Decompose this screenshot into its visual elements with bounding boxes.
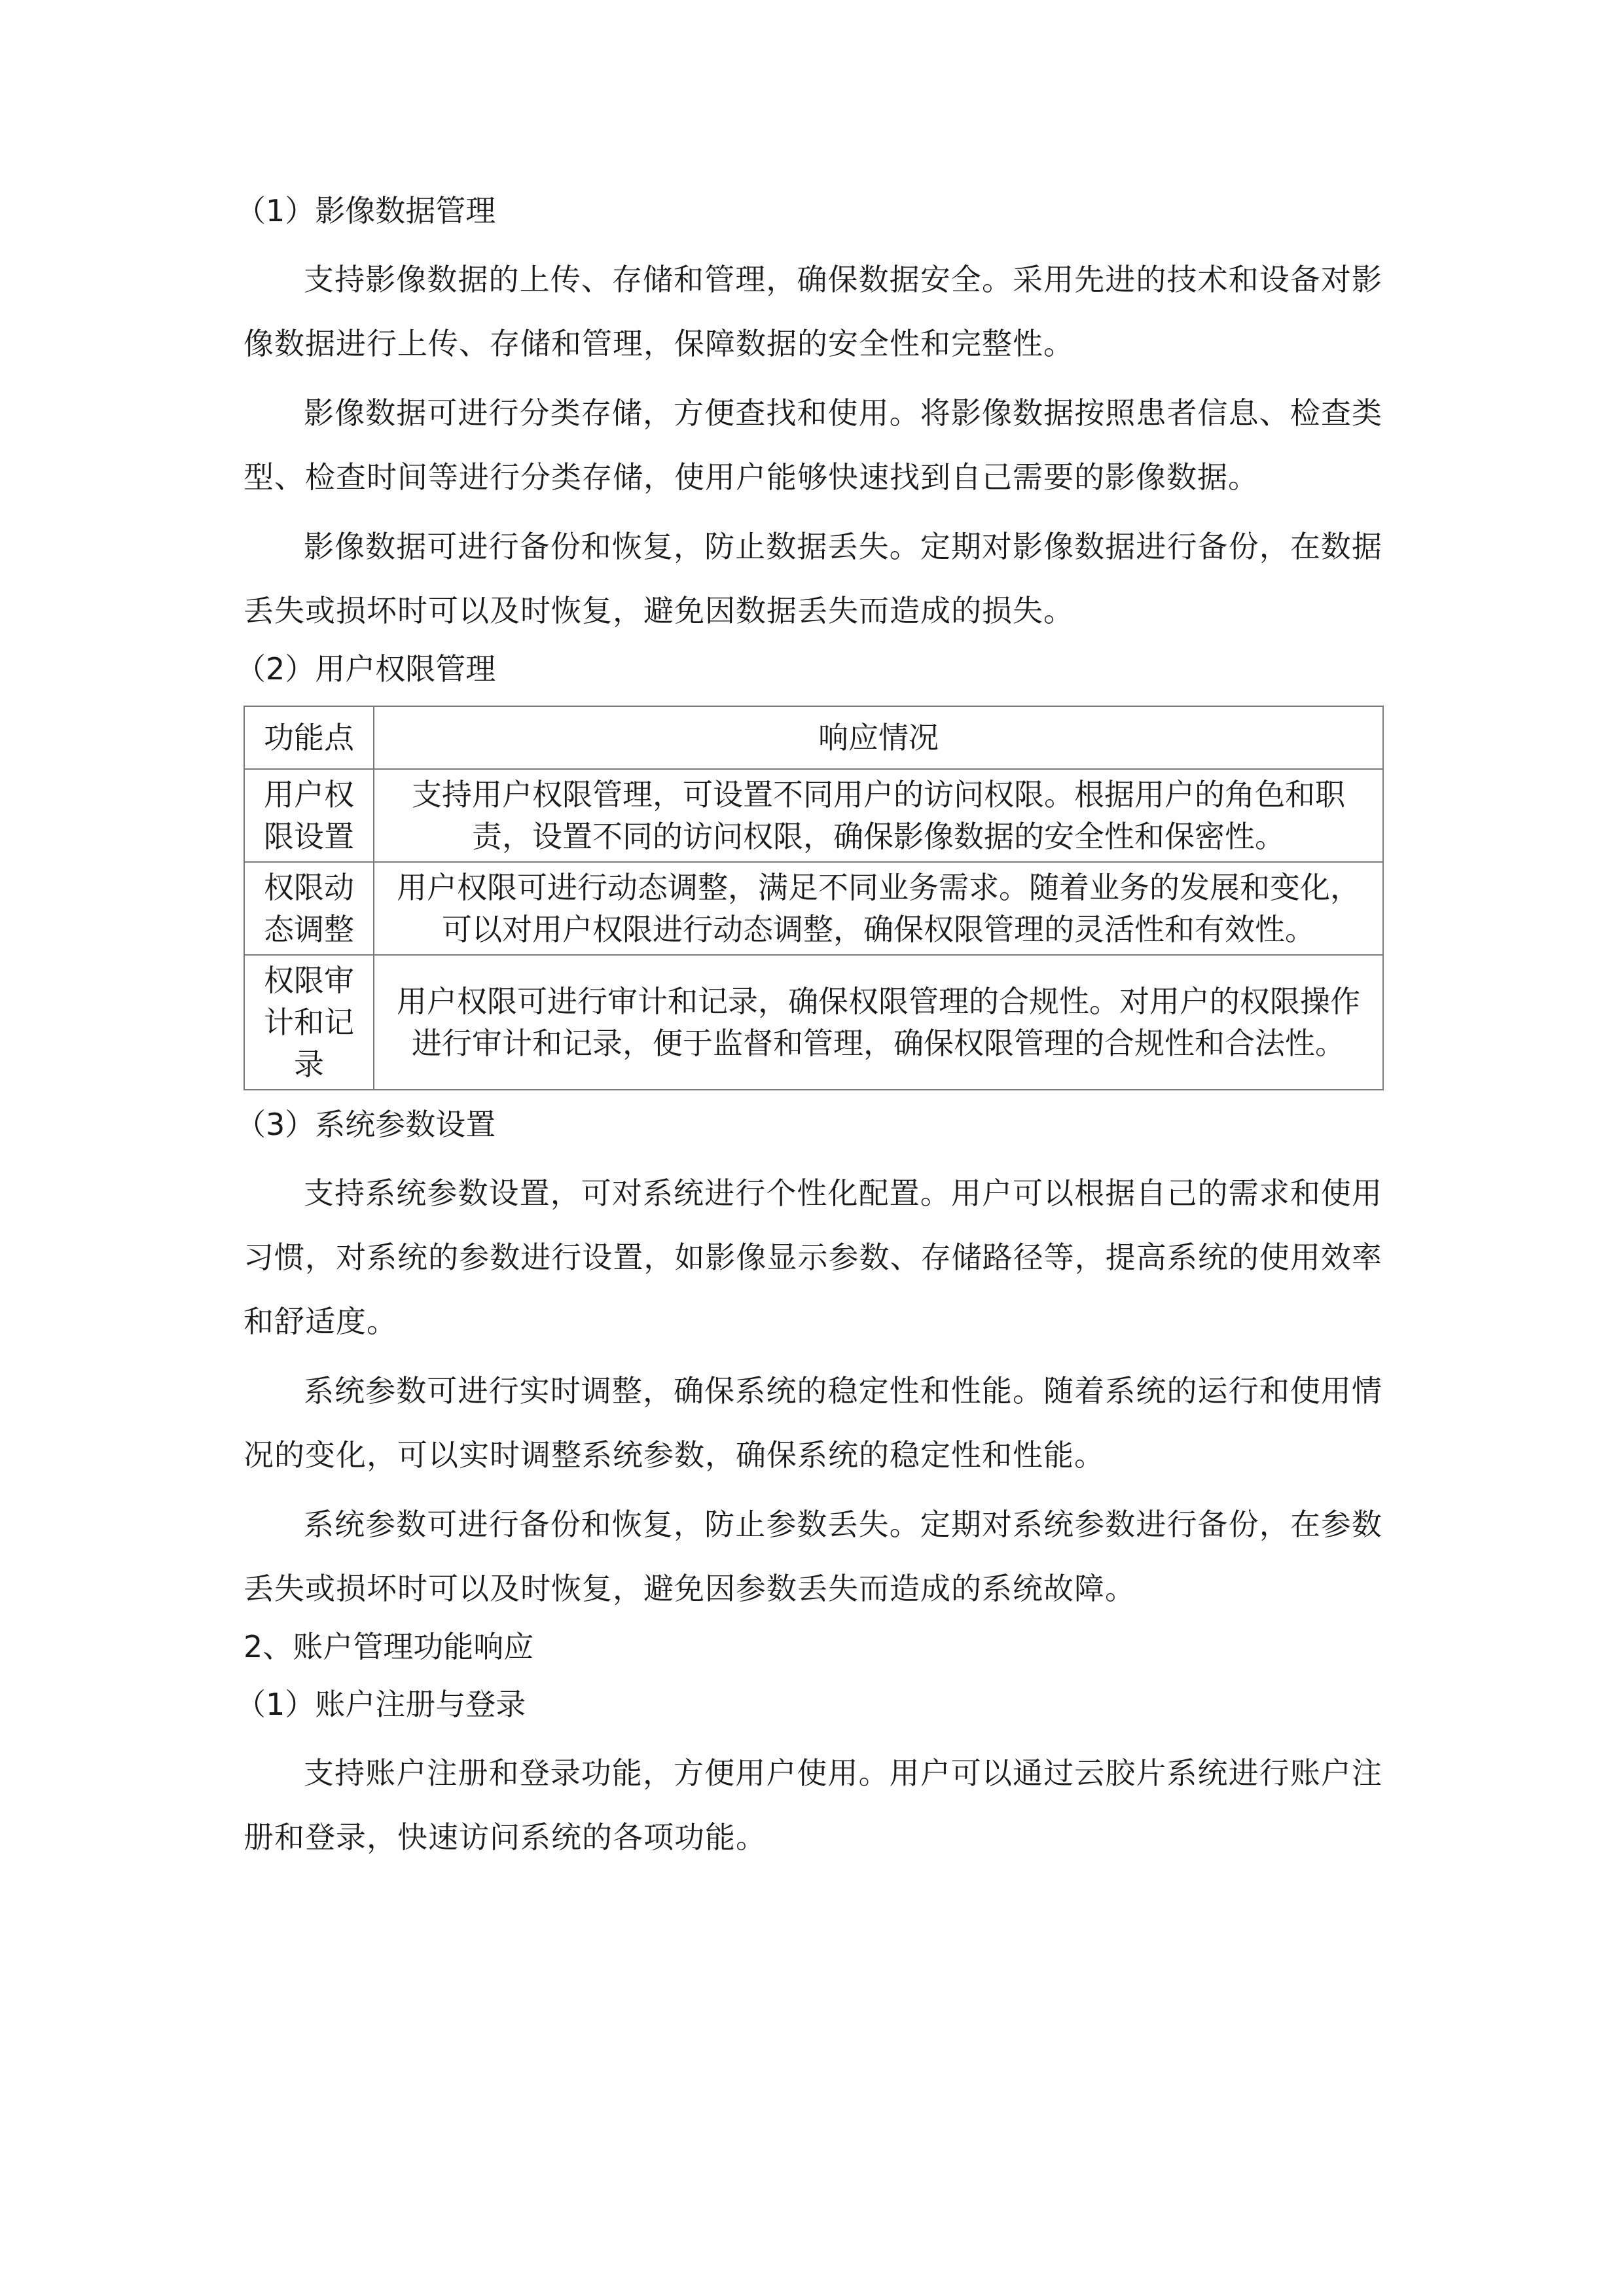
feature-cell: 权限审计和记录 xyxy=(244,955,374,1090)
paragraph: 支持系统参数设置，可对系统进行个性化配置。用户可以根据自己的需求和使用习惯，对系统的参数进行设置，如影像显示参数、存储路径等，提高系统的使用效率和舒适度。 xyxy=(244,1175,1382,1339)
paragraph: 系统参数可进行备份和恢复，防止参数丢失。定期对系统参数进行备份，在参数丢失或损坏时可以及时恢复，避免因参数丢失而造成的系统故障。 xyxy=(244,1507,1382,1606)
response-cell: 支持用户权限管理，可设置不同用户的访问权限。根据用户的角色和职责，设置不同的访问权限，确保影像数据的安全性和保密性。 xyxy=(374,769,1383,862)
section-heading-user-permission: （2）用户权限管理 xyxy=(236,651,496,687)
response-cell: 用户权限可进行动态调整，满足不同业务需求。随着业务的发展和变化，可以对用户权限进行动态调整，确保权限管理的灵活性和有效性。 xyxy=(374,862,1383,955)
section-heading-account-register-login: （1）账户注册与登录 xyxy=(236,1687,526,1722)
paragraph: 支持影像数据的上传、存储和管理，确保数据安全。采用先进的技术和设备对影像数据进行上传、存储和管理，保障数据的安全性和完整性。 xyxy=(244,262,1382,361)
permission-table xyxy=(244,706,1384,1090)
document-page xyxy=(236,190,1382,1874)
table-row xyxy=(244,862,1383,955)
section-heading-image-data: （1）影像数据管理 xyxy=(236,193,496,228)
table-row xyxy=(244,769,1383,862)
section-heading-system-params: （3）系统参数设置 xyxy=(236,1107,496,1142)
paragraph: 支持账户注册和登录功能，方便用户使用。用户可以通过云胶片系统进行账户注册和登录，快速访问系统的各项功能。 xyxy=(244,1755,1382,1855)
column-header-response: 响应情况 xyxy=(374,706,1383,769)
feature-cell: 权限动态调整 xyxy=(244,862,374,955)
paragraph: 影像数据可进行分类存储，方便查找和使用。将影像数据按照患者信息、检查类型、检查时间等进行分类存储，使用户能够快速找到自己需要的影像数据。 xyxy=(244,395,1382,495)
feature-cell: 用户权限设置 xyxy=(244,769,374,862)
column-header-feature: 功能点 xyxy=(244,706,374,769)
table-header-row xyxy=(244,706,1383,769)
paragraph: 影像数据可进行备份和恢复，防止数据丢失。定期对影像数据进行备份，在数据丢失或损坏时可以及时恢复，避免因数据丢失而造成的损失。 xyxy=(244,529,1382,628)
table-row xyxy=(244,955,1383,1090)
section-heading-account-management: 2、账户管理功能响应 xyxy=(244,1629,534,1664)
response-cell: 用户权限可进行审计和记录，确保权限管理的合规性。对用户的权限操作进行审计和记录，便于监督和管理，确保权限管理的合规性和合法性。 xyxy=(374,955,1383,1090)
paragraph: 系统参数可进行实时调整，确保系统的稳定性和性能。随着系统的运行和使用情况的变化，可以实时调整系统参数，确保系统的稳定性和性能。 xyxy=(244,1373,1382,1473)
